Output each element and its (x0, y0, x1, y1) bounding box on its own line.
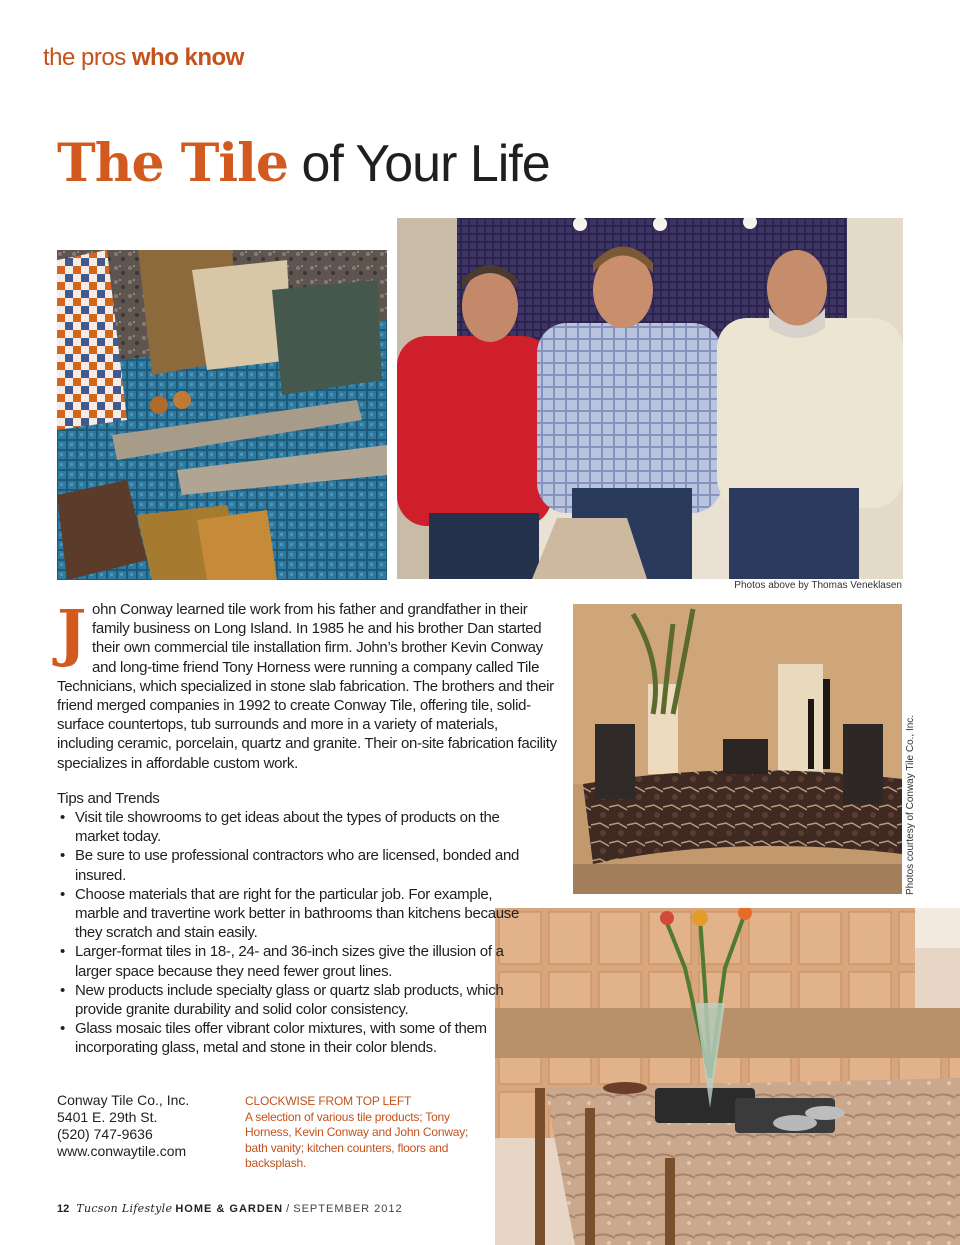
issue-date: SEPTEMBER 2012 (293, 1203, 403, 1215)
company-phone: (520) 747-9636 (57, 1126, 153, 1142)
tile-samples-photo (57, 250, 387, 580)
company-address: 5401 E. 29th St. (57, 1109, 158, 1125)
company-name: Conway Tile Co., Inc. (57, 1092, 190, 1108)
folio-separator: / (286, 1203, 291, 1215)
intro-text: ohn Conway learned tile work from his father and grandfather in their family business on Long Island. In 1985 he and his brother Dan started their own commercial tile installation firm. John’s brother Kevin Conway and long-time friend Tony Horness were running a company called Tile Technicians, which specialized in stone slab fabrication. The brothers and their friend merged companies in 1992 to create Conway Tile, offering tile, solid-surface countertops, tub surrounds and more in a variety of materials, including ceramic, porcelain, quartz and granite. Their on-site fabrication facility specializes in affordable custom work. (57, 601, 557, 772)
page-title (57, 132, 550, 196)
title-rest: of Your Life (301, 135, 550, 193)
caption-text: A selection of various tile products; Tony Horness, Kevin Conway and John Conway; bath vanity; kitchen counters, floors and backsplash. (245, 1109, 469, 1170)
section-label (43, 44, 244, 72)
list-item: • Visit tile showrooms to get ideas about the types of products on the market today. (57, 808, 527, 846)
list-item: • Glass mosaic tiles offer vibrant color mixtures, with some of them incorporating glass, metal and stone in their color blends. (57, 1019, 527, 1057)
magazine-name: Tucson Lifestyle (76, 1202, 173, 1215)
page-folio (57, 1202, 403, 1215)
list-item: • Choose materials that are right for the particular job. For example, marble and travertine work better in bathrooms than kitchens because they scratch and stain easily. (57, 885, 527, 943)
tips-list (57, 808, 527, 1058)
photo-credit-side: Photos courtesy of Conway Tile Co., Inc. (905, 714, 916, 895)
drop-cap: J (57, 596, 87, 669)
photo-credit-top: Photos above by Thomas Veneklasen (734, 580, 902, 591)
owners-photo (397, 218, 903, 579)
company-website: www.conwaytile.com (57, 1143, 187, 1159)
list-item: • Be sure to use professional contractors who are licensed, bonded and insured. (57, 846, 527, 884)
page-number: 12 (57, 1203, 70, 1215)
contact-block (57, 1092, 189, 1160)
title-bold: The Tile (57, 133, 288, 194)
bath-vanity-photo (573, 604, 902, 894)
magazine-section: HOME & GARDEN (175, 1203, 284, 1215)
photo-caption (245, 1094, 470, 1172)
kitchen-photo (495, 908, 960, 1245)
article-intro (57, 596, 557, 773)
list-item: • Larger-format tiles in 18-, 24- and 36-inch sizes give the illusion of a larger space because they need fewer grout lines. (57, 942, 527, 980)
section-label-bold: who know (131, 44, 244, 71)
section-label-light: the pros (43, 44, 126, 71)
tips-heading: Tips and Trends (57, 790, 160, 807)
caption-heading: CLOCKWISE FROM TOP LEFT (245, 1094, 412, 1108)
list-item: • New products include specialty glass or quartz slab products, which provide granite durability and solid color consistency. (57, 981, 527, 1019)
